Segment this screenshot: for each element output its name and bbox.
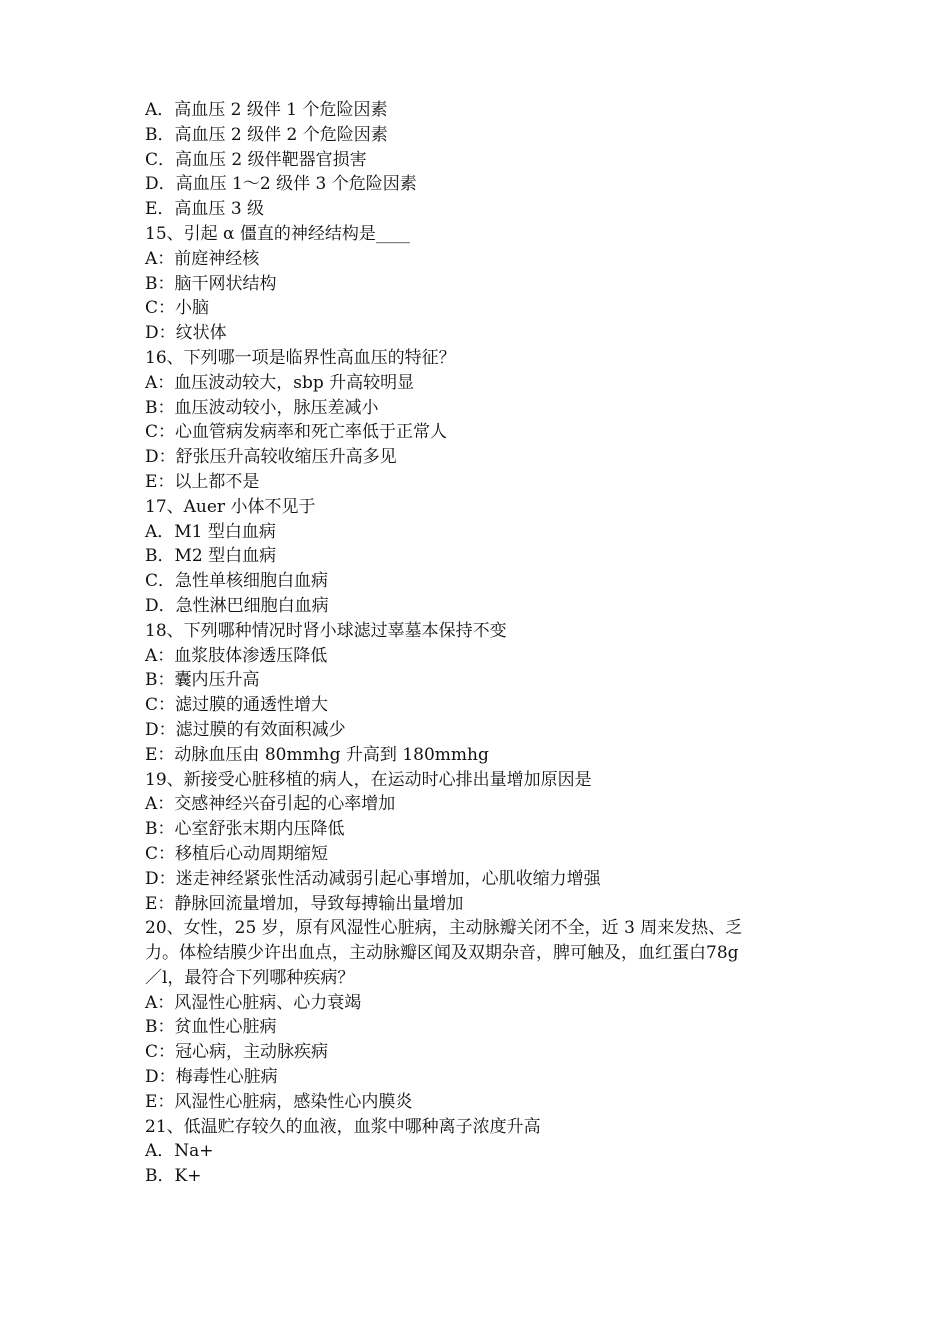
option-line: D：舒张压升高较收缩压升高多见	[145, 447, 397, 468]
option-line: C：滤过膜的通透性增大	[145, 695, 329, 716]
option-line: C：移植后心动周期缩短	[145, 843, 329, 864]
option-line: D：滤过膜的有效面积减少	[145, 719, 346, 740]
option-line: B：心室舒张末期内压降低	[145, 819, 345, 840]
option-line: E：风湿性心脏病，感染性心内膜炎	[145, 1091, 413, 1112]
option-line: D：梅毒性心脏病	[145, 1067, 278, 1088]
option-line: A：风湿性心脏病、心力衰竭	[145, 992, 362, 1013]
option-line: A：交感神经兴奋引起的心率增加	[145, 794, 396, 815]
option-line: B．K+	[145, 1166, 202, 1187]
question-20-line-3: ／l，最符合下列哪种疾病？	[145, 967, 355, 988]
option-line: A．Na+	[145, 1141, 214, 1162]
question-20-line-1: 20、女性，25 岁，原有风湿性心脏病，主动脉瓣关闭不全，近 3 周来发热、乏	[145, 918, 743, 939]
option-line: A：前庭神经核	[145, 248, 260, 269]
option-line: B：血压波动较小，脉压差减小	[145, 397, 379, 418]
question-16: 16、下列哪一项是临界性高血压的特征？	[145, 347, 456, 368]
option-line: C：小脑	[145, 298, 210, 319]
option-line: B．M2 型白血病	[145, 546, 277, 567]
option-line: E．高血压 3 级	[145, 199, 265, 220]
option-line: B：贫血性心脏病	[145, 1017, 277, 1038]
option-line: B：囊内压升高	[145, 670, 260, 691]
option-line: E：动脉血压由 80mmhg 升高到 180mmhg	[145, 744, 489, 765]
option-line: B：脑干网状结构	[145, 273, 277, 294]
option-line: C．急性单核细胞白血病	[145, 571, 329, 592]
option-line: A．高血压 2 级伴 1 个危险因素	[145, 100, 388, 120]
option-line: D：迷走神经紧张性活动减弱引起心事增加，心肌收缩力增强	[145, 868, 601, 889]
question-21: 21、低温贮存较久的血液，血浆中哪种离子浓度升高	[145, 1116, 541, 1137]
question-20-line-2: 力。体检结膜少许出血点，主动脉瓣区闻及双期杂音，脾可触及，血红蛋白78g	[145, 943, 739, 964]
option-line: D．高血压 1～2 级伴 3 个危险因素	[145, 174, 417, 195]
option-line: C：冠心病，主动脉疾病	[145, 1042, 329, 1063]
option-line: A：血浆肢体渗透压降低	[145, 645, 328, 666]
question-19: 19、新接受心脏移植的病人，在运动时心排出量增加原因是	[145, 769, 592, 790]
option-line: C：心血管病发病率和死亡率低于正常人	[145, 422, 448, 443]
option-line: A．M1 型白血病	[145, 521, 276, 542]
question-15: 15、引起 α 僵直的神经结构是____	[145, 223, 410, 244]
page-body	[145, 98, 810, 1189]
option-line: C．高血压 2 级伴靶器官损害	[145, 149, 367, 170]
option-line: D：纹状体	[145, 323, 227, 344]
question-18: 18、下列哪种情况时肾小球滤过辜墓本保持不变	[145, 620, 507, 641]
option-line: E：静脉回流量增加，导致每搏输出量增加	[145, 893, 464, 914]
option-line: B．高血压 2 级伴 2 个危险因素	[145, 124, 388, 145]
question-17: 17、Auer 小体不见于	[145, 496, 316, 517]
option-line: E：以上都不是	[145, 471, 260, 492]
option-line: A：血压波动较大，sbp 升高较明显	[145, 372, 415, 393]
option-line: D．急性淋巴细胞白血病	[145, 595, 329, 616]
